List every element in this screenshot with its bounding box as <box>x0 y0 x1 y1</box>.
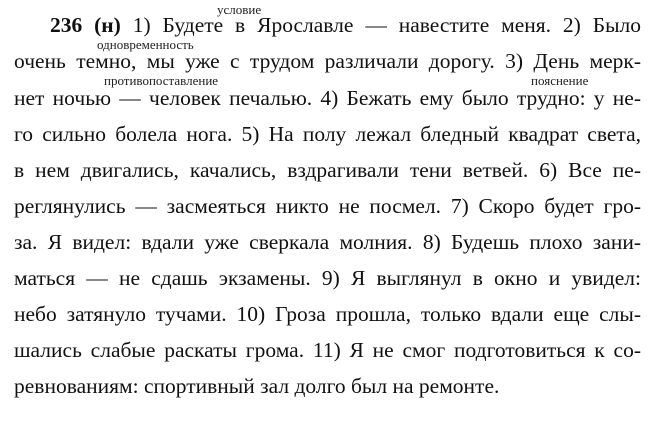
annotation-explanation: пояснение <box>531 73 589 88</box>
exercise-line-11: ревнованиям: спортивный зал долго был на ремонте. <box>14 374 500 398</box>
exercise-line-3: нет ночью — человек печалью. 4) Бежать ему было трудно: у не- <box>14 86 641 110</box>
annotation-condition: условие <box>217 2 262 17</box>
exercise-line-8: маться — не сдашь экзамены. 9) Я выглянул в окно и увидел: <box>14 266 641 290</box>
exercise-line-1-text: 1) Будете в Ярославле — навестите меня. 2) Было <box>132 13 642 37</box>
exercise-line-9: небо затянуло тучами. 10) Гроза прошла, только вдали еще слы- <box>14 302 641 326</box>
annotation-simultaneity: одновременность <box>97 37 194 52</box>
exercise-line-6: реглянулись — засмеяться никто не посмел. 7) Скоро будет гро- <box>14 194 641 218</box>
exercise-line-1 <box>50 12 641 38</box>
exercise-line-7: за. Я видел: вдали уже сверкала молния. 8) Будешь плохо зани- <box>14 230 641 254</box>
exercise-line-5: в нем двигались, качались, вздрагивали тени ветвей. 6) Все пе- <box>14 158 641 182</box>
exercise-number: 236 (н) <box>50 13 121 37</box>
exercise-line-10: шались слабые раскаты грома. 11) Я не смог подготовиться к со- <box>14 338 641 362</box>
annotation-contrast: противопоставление <box>104 73 219 88</box>
exercise-line-4: го сильно болела нога. 5) На полу лежал бледный квадрат света, <box>14 122 641 146</box>
exercise-line-2: очень темно, мы уже с трудом различали дорогу. 3) День мерк- <box>14 49 641 73</box>
